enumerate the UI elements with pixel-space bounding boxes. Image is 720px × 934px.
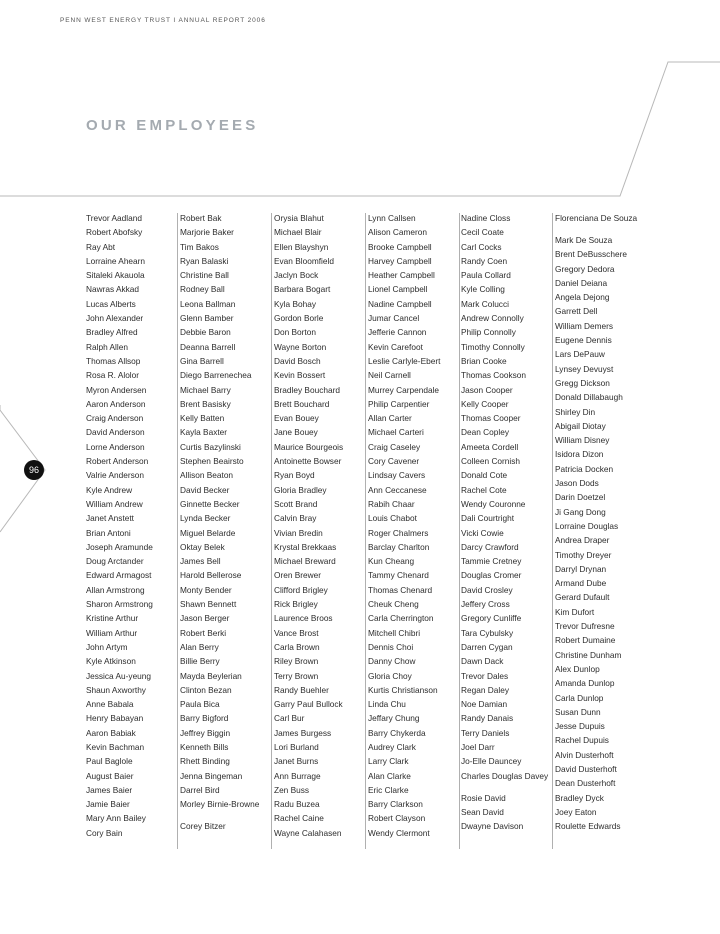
employee-name: Brent DeBusschere xyxy=(555,249,627,260)
employee-name: Calvin Bray xyxy=(274,513,317,524)
employee-name: Trevor Dufresne xyxy=(555,621,615,632)
employee-name: Nadine Campbell xyxy=(368,298,432,309)
employee-name: Craig Caseley xyxy=(368,441,421,452)
employee-name: Tim Bakos xyxy=(180,241,219,252)
employee-name: Thomas Chenard xyxy=(368,584,433,595)
employee-name: David Dusterhoft xyxy=(555,763,617,774)
employee-name: Lori Burland xyxy=(274,741,319,752)
employee-name: Robert Anderson xyxy=(86,456,149,467)
employee-name: Paul Baglole xyxy=(86,756,133,767)
employee-name: Radu Buzea xyxy=(274,799,320,810)
employee-name: Garrett Dell xyxy=(555,306,598,317)
employee-column-4 xyxy=(368,213,460,849)
employee-name: Jane Bouey xyxy=(274,427,318,438)
employee-name: Bradley Alfred xyxy=(86,327,138,338)
employee-name: Kevin Carefoot xyxy=(368,341,423,352)
employee-name: Ryan Boyd xyxy=(274,470,315,481)
employee-name: Corey Bitzer xyxy=(180,821,226,832)
employee-name: Thomas Allsop xyxy=(86,355,141,366)
employee-name: Ann Ceccanese xyxy=(368,484,427,495)
employee-name: Philip Carpentier xyxy=(368,398,430,409)
employee-name: Lionel Campbell xyxy=(368,284,428,295)
employee-name: Carl Bur xyxy=(274,713,305,724)
employee-name: Kevin Bachman xyxy=(86,741,145,752)
employee-name: Allan Armstrong xyxy=(86,584,145,595)
employee-name: Randy Buehler xyxy=(274,684,329,695)
employee-name: Harold Bellerose xyxy=(180,570,242,581)
employee-name: Isidora Dizon xyxy=(555,449,604,460)
employee-name: Vivian Bredin xyxy=(274,527,323,538)
employee-name: Carl Cocks xyxy=(461,241,502,252)
employee-name: Abigail Diotay xyxy=(555,420,606,431)
employee-name: Amanda Dunlop xyxy=(555,678,615,689)
employee-name: Colleen Cornish xyxy=(461,456,521,467)
employee-name: Dean Copley xyxy=(461,427,509,438)
employee-name: Gregg Dickson xyxy=(555,377,610,388)
employee-name: Sitaleki Akauola xyxy=(86,270,145,281)
employee-name: William Arthur xyxy=(86,627,138,638)
employee-name: Gloria Bradley xyxy=(274,484,327,495)
employee-name: Joey Eaton xyxy=(555,806,597,817)
employee-name: Ameeta Cordell xyxy=(461,441,519,452)
employee-name: Joel Darr xyxy=(461,741,495,752)
employee-name: Craig Anderson xyxy=(86,413,144,424)
employee-name: Michael Blair xyxy=(274,227,322,238)
employee-name: Eric Clarke xyxy=(368,784,409,795)
employee-name: Aaron Babiak xyxy=(86,727,136,738)
employee-name: Cheuk Cheng xyxy=(368,599,419,610)
employee-name: Gina Barrell xyxy=(180,355,224,366)
employee-name: Vance Brost xyxy=(274,627,319,638)
employee-name: Danny Chow xyxy=(368,656,416,667)
employee-name: Mayda Beylerian xyxy=(180,670,242,681)
employee-name: Jason Berger xyxy=(180,613,230,624)
employee-name: Leona Ballman xyxy=(180,298,236,309)
employee-name: Regan Daley xyxy=(461,684,509,695)
employee-name: Jeffery Cross xyxy=(461,599,510,610)
employee-name: Kyla Bohay xyxy=(274,298,316,309)
employee-name: James Baier xyxy=(86,784,133,795)
employee-name: Lorraine Douglas xyxy=(555,520,619,531)
employee-name: Alvin Dusterhoft xyxy=(555,749,614,760)
employee-name: Daniel Deiana xyxy=(555,277,608,288)
page-title: OUR EMPLOYEES xyxy=(86,117,259,134)
employee-name: Scott Brand xyxy=(274,498,318,509)
employee-name: Philip Connolly xyxy=(461,327,516,338)
employee-name: Carla Dunlop xyxy=(555,692,604,703)
employee-name: Barry Clarkson xyxy=(368,799,423,810)
employee-name: Darin Doetzel xyxy=(555,492,606,503)
employee-name: Shawn Bennett xyxy=(180,599,237,610)
employee-name: Mark Colucci xyxy=(461,298,509,309)
employee-name: Anne Babala xyxy=(86,699,134,710)
employee-name: Ray Abt xyxy=(86,241,116,252)
employee-name: Darcy Crawford xyxy=(461,541,519,552)
employee-name: Sean David xyxy=(461,806,504,817)
employee-name: Rachel Dupuis xyxy=(555,735,609,746)
employee-name: Brian Antoni xyxy=(86,527,131,538)
employee-name: Evan Bouey xyxy=(274,413,319,424)
employee-name: Cecil Coate xyxy=(461,227,504,238)
employee-name: Dean Dusterhoft xyxy=(555,778,616,789)
employee-name: Cory Bain xyxy=(86,827,123,838)
employee-name: Oktay Belek xyxy=(180,541,225,552)
employee-name: Douglas Cromer xyxy=(461,570,522,581)
employee-name: Bradley Dyck xyxy=(555,792,604,803)
employee-name: Gregory Cunliffe xyxy=(461,613,522,624)
employee-name: Myron Andersen xyxy=(86,384,147,395)
employee-name: Henry Babayan xyxy=(86,713,144,724)
employee-name: Christine Dunham xyxy=(555,649,622,660)
employee-name: Kurtis Christianson xyxy=(368,684,438,695)
employee-name: Murrey Carpendale xyxy=(368,384,440,395)
employee-name: Zen Buss xyxy=(274,784,310,795)
employee-name: Wendy Clermont xyxy=(368,827,430,838)
employee-name: Jefferie Cannon xyxy=(368,327,427,338)
employee-name: Dawn Dack xyxy=(461,656,504,667)
employee-name: Jeffary Chung xyxy=(368,713,420,724)
employee-name: Monty Bender xyxy=(180,584,232,595)
employee-name: Robert Abofsky xyxy=(86,227,143,238)
employee-name: Janet Burns xyxy=(274,756,319,767)
employee-name: Alan Clarke xyxy=(368,770,411,781)
employee-name: Shirley Din xyxy=(555,406,596,417)
employee-name: James Burgess xyxy=(274,727,332,738)
employee-name: Jo-Elle Dauncey xyxy=(461,756,522,767)
employee-column-5 xyxy=(461,213,553,849)
employee-name: Trevor Aadland xyxy=(86,213,142,223)
employee-name: Jenna Bingeman xyxy=(180,770,243,781)
employee-name: Mitchell Chibri xyxy=(368,627,421,638)
employee-name: Rachel Cote xyxy=(461,484,507,495)
employee-name: Joseph Aramunde xyxy=(86,541,153,552)
employee-name: Kevin Bossert xyxy=(274,370,326,381)
employee-name: Roulette Edwards xyxy=(555,821,621,832)
employee-name: Noe Damian xyxy=(461,699,508,710)
employee-name: Paula Collard xyxy=(461,270,511,281)
employee-name: Ann Burrage xyxy=(274,770,321,781)
employee-name: Michael Barry xyxy=(180,384,231,395)
employee-name: Gordon Borle xyxy=(274,313,324,324)
employee-name: Roger Chalmers xyxy=(368,527,429,538)
employee-name: Vicki Cowie xyxy=(461,527,504,538)
employee-name: Kristine Arthur xyxy=(86,613,139,624)
employee-name: Orysia Blahut xyxy=(274,213,324,223)
employee-name: Timothy Dreyer xyxy=(555,549,612,560)
employee-name: Krystal Brekkaas xyxy=(274,541,337,552)
employee-name: Michael Breward xyxy=(274,556,336,567)
employee-name: Lorne Anderson xyxy=(86,441,145,452)
employee-name: Thomas Cookson xyxy=(461,370,527,381)
employee-name: Robert Dumaine xyxy=(555,635,616,646)
employee-name: Dali Courtright xyxy=(461,513,515,524)
employee-name: Christine Ball xyxy=(180,270,229,281)
employee-name: Lorraine Ahearn xyxy=(86,255,146,266)
employee-name: Ryan Balaski xyxy=(180,255,229,266)
employee-name: Miguel Belarde xyxy=(180,527,236,538)
employee-name: Rodney Ball xyxy=(180,284,225,295)
employee-name: Kim Dufort xyxy=(555,606,595,617)
employee-name: Cory Cavener xyxy=(368,456,420,467)
employee-name: Mary Ann Bailey xyxy=(86,813,146,824)
employee-name: Morley Birnie-Browne xyxy=(180,799,260,810)
employee-name: Kenneth Bills xyxy=(180,741,229,752)
employee-name: Donald Dillabaugh xyxy=(555,392,623,403)
employee-name: Lynda Becker xyxy=(180,513,231,524)
employee-name: Brett Bouchard xyxy=(274,398,330,409)
employee-name: Heather Campbell xyxy=(368,270,435,281)
employee-name: David Bosch xyxy=(274,355,321,366)
employee-name: Allison Beaton xyxy=(180,470,234,481)
employee-name: Randy Danais xyxy=(461,713,514,724)
employee-name: Clinton Bezan xyxy=(180,684,232,695)
employee-name: Alison Cameron xyxy=(368,227,428,238)
employee-name: William Andrew xyxy=(86,498,143,509)
employee-name: Mark De Souza xyxy=(555,235,613,245)
employee-name: Alex Dunlop xyxy=(555,663,600,674)
employee-name: Barclay Charlton xyxy=(368,541,430,552)
employee-name: Jamie Baier xyxy=(86,799,130,810)
employee-name: Tammy Chenard xyxy=(368,570,429,581)
employee-name: Barry Chykerda xyxy=(368,727,426,738)
employee-name: Leslie Carlyle-Ebert xyxy=(368,355,441,366)
employee-name: Barbara Bogart xyxy=(274,284,331,295)
employee-name: Timothy Connolly xyxy=(461,341,525,352)
employee-name: Ralph Allen xyxy=(86,341,128,352)
employee-name: Nawras Akkad xyxy=(86,284,140,295)
employee-name: Terry Brown xyxy=(274,670,319,681)
page-number-badge: 96 xyxy=(24,460,44,480)
employee-name: Maurice Bourgeois xyxy=(274,441,344,452)
employee-name: Deanna Barrell xyxy=(180,341,236,352)
employee-name: Curtis Bazylinski xyxy=(180,441,241,452)
employee-name: Kelly Batten xyxy=(180,413,225,424)
employee-name: Donald Cote xyxy=(461,470,508,481)
employee-name: Bradley Bouchard xyxy=(274,384,340,395)
employee-name: Janet Anstett xyxy=(86,513,134,524)
employee-name: Louis Chabot xyxy=(368,513,417,524)
employee-name: Linda Chu xyxy=(368,699,406,710)
employee-name: Gregory Dedora xyxy=(555,263,615,274)
employee-name: Clifford Brigley xyxy=(274,584,328,595)
employee-name: Charles Douglas Davey xyxy=(461,770,549,781)
employee-column-1 xyxy=(86,213,178,849)
employee-name: Carla Cherrington xyxy=(368,613,434,624)
employee-name: Jason Cooper xyxy=(461,384,513,395)
employee-name: William Disney xyxy=(555,435,610,446)
employee-name: Wendy Couronne xyxy=(461,498,526,509)
employee-name: Shaun Axworthy xyxy=(86,684,146,695)
employee-name: Jesse Dupuis xyxy=(555,721,605,732)
employee-name: Laurence Broos xyxy=(274,613,333,624)
employee-name: Darren Cygan xyxy=(461,641,513,652)
employee-name: John Alexander xyxy=(86,313,144,324)
employee-name: William Demers xyxy=(555,320,614,331)
employee-name: Eugene Dennis xyxy=(555,335,612,346)
employee-name: Lynsey Devuyst xyxy=(555,363,614,374)
employee-name: Darryl Drynan xyxy=(555,563,607,574)
employee-name: Rabih Chaar xyxy=(368,498,415,509)
employee-column-6 xyxy=(555,213,655,849)
employee-name: Armand Dube xyxy=(555,578,607,589)
employee-name: Allan Carter xyxy=(368,413,412,424)
employee-name: Nadine Closs xyxy=(461,213,511,223)
employee-name: Neil Carnell xyxy=(368,370,411,381)
employee-name: Dwayne Davison xyxy=(461,821,524,832)
employee-name: Oren Brewer xyxy=(274,570,322,581)
employee-name: Aaron Anderson xyxy=(86,398,146,409)
employee-name: Riley Brown xyxy=(274,656,319,667)
employee-name: Paula Bica xyxy=(180,699,220,710)
employee-name: Thomas Cooper xyxy=(461,413,521,424)
employee-name: Wayne Borton xyxy=(274,341,327,352)
employee-name: Dennis Choi xyxy=(368,641,414,652)
employee-name: Billie Berry xyxy=(180,656,220,667)
employee-name: Brent Basisky xyxy=(180,398,231,409)
employee-name: Sharon Armstrong xyxy=(86,599,153,610)
employee-name: Terry Daniels xyxy=(461,727,510,738)
employee-name: Kyle Andrew xyxy=(86,484,133,495)
employee-name: Jason Dods xyxy=(555,478,599,489)
employee-column-2 xyxy=(180,213,272,849)
employee-name: Rosa R. Alolor xyxy=(86,370,140,381)
employee-name: Garry Paul Bullock xyxy=(274,699,343,710)
employee-name: Ji Gang Dong xyxy=(555,506,606,517)
employee-name: Jumar Cancel xyxy=(368,313,420,324)
employee-name: Barry Bigford xyxy=(180,713,229,724)
employee-name: Don Borton xyxy=(274,327,316,338)
employee-name: Antoinette Bowser xyxy=(274,456,342,467)
employee-name: Tara Cybulsky xyxy=(461,627,514,638)
employee-name: Debbie Baron xyxy=(180,327,231,338)
employee-name: Valrie Anderson xyxy=(86,470,144,481)
employee-name: Marjorie Baker xyxy=(180,227,234,238)
employee-name: Angela Dejong xyxy=(555,292,610,303)
employee-name: August Baier xyxy=(86,770,134,781)
employee-name: Rhett Binding xyxy=(180,756,230,767)
employee-name: Patricia Docken xyxy=(555,463,614,474)
employee-name: Gloria Choy xyxy=(368,670,412,681)
employee-name: Stephen Beairsto xyxy=(180,456,244,467)
employee-name: Edward Armagost xyxy=(86,570,152,581)
employee-name: Jessica Au-yeung xyxy=(86,670,152,681)
employee-name: David Becker xyxy=(180,484,230,495)
employee-name: Larry Clark xyxy=(368,756,409,767)
employee-name: Trevor Dales xyxy=(461,670,509,681)
employee-name: Diego Barrenechea xyxy=(180,370,252,381)
employee-name: Lindsay Cavers xyxy=(368,470,426,481)
employee-name: Kyle Colling xyxy=(461,284,505,295)
employee-name: Kun Cheang xyxy=(368,556,415,567)
employee-name: Rosie David xyxy=(461,792,506,803)
employee-name: David Crosley xyxy=(461,584,513,595)
employee-name: Andrea Draper xyxy=(555,535,610,546)
employee-name: Rick Brigley xyxy=(274,599,318,610)
employee-name: Gerard Dufault xyxy=(555,592,610,603)
employee-name: Lars DePauw xyxy=(555,349,605,360)
employee-name: Michael Carteri xyxy=(368,427,424,438)
employee-column-3 xyxy=(274,213,366,849)
employee-name: John Artym xyxy=(86,641,128,652)
employee-name: Doug Arctander xyxy=(86,556,144,567)
employee-name: Tammie Cretney xyxy=(461,556,522,567)
employee-name: Kayla Baxter xyxy=(180,427,228,438)
employee-name: Brooke Campbell xyxy=(368,241,432,252)
employee-name: Ginnette Becker xyxy=(180,498,240,509)
employee-name: Jaclyn Bock xyxy=(274,270,319,281)
employee-name: Lucas Alberts xyxy=(86,298,136,309)
employee-name: Kelly Cooper xyxy=(461,398,509,409)
employee-name: Evan Bloomfield xyxy=(274,255,334,266)
employee-name: Kyle Atkinson xyxy=(86,656,136,667)
employee-name: Jeffrey Biggin xyxy=(180,727,231,738)
employee-name: Glenn Bamber xyxy=(180,313,234,324)
employee-name: Alan Berry xyxy=(180,641,219,652)
running-head: PENN WEST ENERGY TRUST I ANNUAL REPORT 2006 xyxy=(60,17,266,24)
employee-name: Robert Clayson xyxy=(368,813,426,824)
employee-name: Harvey Campbell xyxy=(368,255,432,266)
employee-name: Randy Coen xyxy=(461,255,508,266)
employee-name: Audrey Clark xyxy=(368,741,416,752)
employee-name: Ellen Blayshyn xyxy=(274,241,329,252)
employee-name: Carla Brown xyxy=(274,641,320,652)
employee-name: Robert Berki xyxy=(180,627,227,638)
employee-name: Robert Bak xyxy=(180,213,222,223)
employee-name: Wayne Calahasen xyxy=(274,827,342,838)
employee-name: James Bell xyxy=(180,556,221,567)
employee-name: Andrew Connolly xyxy=(461,313,524,324)
employee-name: David Anderson xyxy=(86,427,145,438)
employee-name: Rachel Caine xyxy=(274,813,324,824)
employee-name: Lynn Callsen xyxy=(368,213,416,223)
employee-name: Darrel Bird xyxy=(180,784,220,795)
employee-name: Brian Cooke xyxy=(461,355,507,366)
employee-name: Florenciana De Souza xyxy=(555,213,638,223)
employee-name: Susan Dunn xyxy=(555,706,601,717)
